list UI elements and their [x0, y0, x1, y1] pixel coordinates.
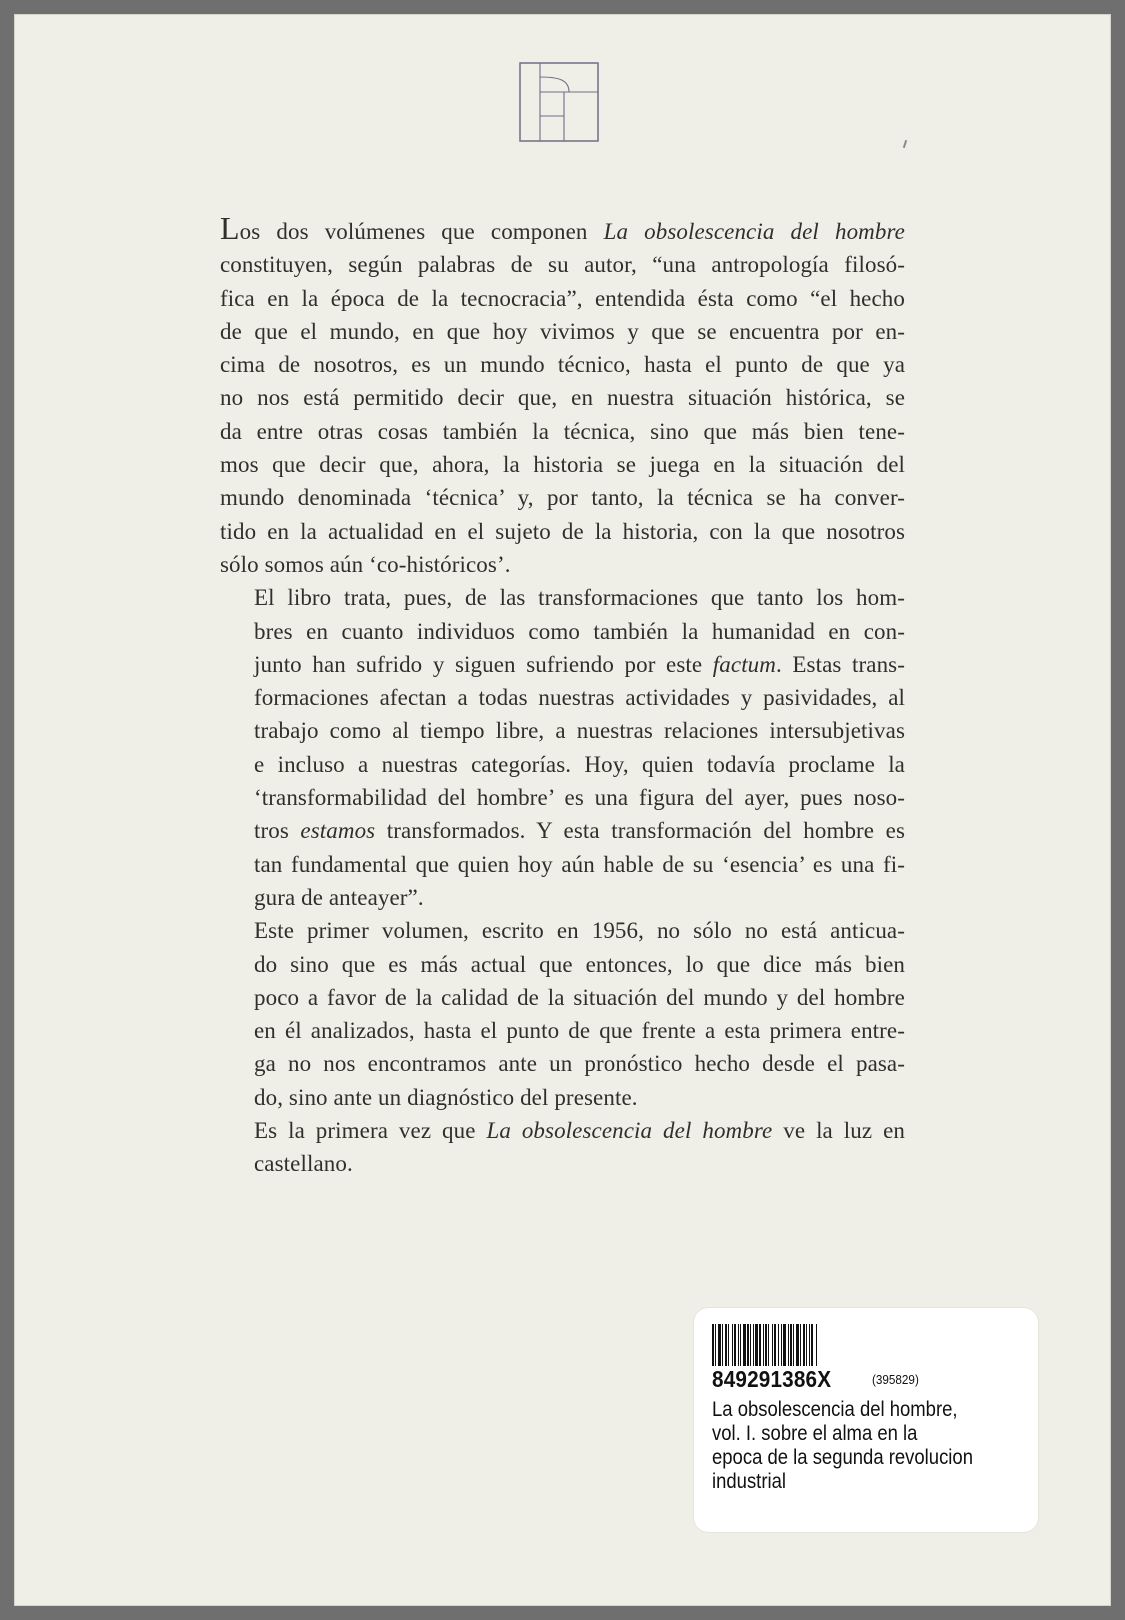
blurb-line: tros estamos transformados. Y esta transformación del hombre es	[254, 818, 905, 844]
blurb-line: poco a favor de la calidad de la situación del mundo y del hombre	[254, 984, 905, 1010]
blurb-line: junto han sufrido y siguen sufriendo por este factum. Estas trans-	[254, 651, 905, 677]
sticker-title-line-2: vol. I. sobre el alma en la	[712, 1422, 918, 1445]
book-title-italic: La obsolescencia del hombre	[603, 219, 905, 244]
blurb-line: bres en cuanto individuos como también la humanidad en con-	[254, 618, 905, 644]
blurb-line: sólo somos aún ‘co-históricos’.	[220, 551, 511, 577]
blurb-line: tan fundamental que quien hoy aún hable de su ‘esencia’ es una fi-	[254, 851, 905, 877]
blurb-line: formaciones afectan a todas nuestras actividades y pasividades, al	[254, 685, 905, 711]
blurb-line: mos que decir que, ahora, la historia se juega en la situación del	[220, 452, 905, 478]
blurb-line: de que el mundo, en que hoy vivimos y que se encuentra por en-	[220, 318, 905, 344]
blurb-line: cima de nosotros, es un mundo técnico, hasta el punto de que ya	[220, 352, 905, 378]
blurb-paragraph-4	[220, 1114, 905, 1181]
book-back-cover	[14, 14, 1111, 1606]
barcode-space	[817, 1324, 819, 1366]
blurb-line: en él analizados, hasta el punto de que frente a esta primera entre-	[254, 1018, 905, 1044]
blurb-line: do sino que es más actual que entonces, lo que dice más bien	[254, 951, 905, 977]
isbn-number: 849291386X	[712, 1366, 832, 1392]
sticker-title-line-3: epoca de la segunda revolucion	[712, 1446, 973, 1469]
blurb-line: tido en la actualidad en el sujeto de la historia, con la que nosotros	[220, 518, 905, 544]
blurb-paragraph-1	[220, 212, 905, 581]
publisher-monogram-icon	[519, 62, 599, 142]
blurb-line: El libro trata, pues, de las transformaciones que tanto los hom-	[254, 585, 905, 611]
drop-cap: L	[220, 210, 240, 246]
sticker-title-line-4: industrial	[712, 1470, 786, 1493]
blurb-line: mundo denominada ‘técnica’ y, por tanto, la técnica se ha conver-	[220, 485, 905, 511]
blurb-line: da entre otras cosas también la técnica, sino que más bien tene-	[220, 418, 905, 444]
blurb-line: trabajo como al tiempo libre, a nuestras relaciones intersubjetivas	[254, 718, 905, 744]
blurb-line: e incluso a nuestras categorías. Hoy, quien todavía proclame la	[254, 751, 905, 777]
sticker-title	[712, 1398, 985, 1494]
blurb-line: constituyen, según palabras de su autor, “una antropología filosó-	[220, 252, 905, 278]
blurb-line: do, sino ante un diagnóstico del presente.	[254, 1084, 638, 1110]
blurb-line: castellano.	[254, 1151, 353, 1177]
blurb-line: no nos está permitido decir que, en nuestra situación histórica, se	[220, 385, 905, 411]
blurb-line: fica en la época de la tecnocracia”, entendida ésta como “el hecho	[220, 285, 905, 311]
blurb-paragraph-2	[220, 581, 905, 914]
blurb-paragraph-3	[220, 914, 905, 1114]
paper-speck	[903, 140, 907, 148]
italic-word: estamos	[300, 818, 376, 844]
blurb-line: gura de anteayer”.	[254, 884, 424, 910]
reference-number: (395829)	[872, 1372, 919, 1387]
barcode	[712, 1324, 962, 1366]
back-cover-blurb	[220, 212, 905, 1181]
barcode-sticker	[694, 1308, 1038, 1532]
blurb-line: ‘transformabilidad del hombre’ es una figura del ayer, pues noso-	[254, 785, 905, 811]
blurb-line: Los dos volúmenes que componen La obsolescencia del hombre	[220, 210, 905, 246]
italic-word: factum	[712, 651, 776, 677]
blurb-line: Es la primera vez que La obsolescencia del hombre ve la luz en	[254, 1118, 905, 1144]
book-title-italic: La obsolescencia del hombre	[486, 1118, 773, 1144]
blurb-line: Este primer volumen, escrito en 1956, no sólo no está anticua-	[254, 918, 905, 944]
blurb-line: ga no nos encontramos ante un pronóstico hecho desde el pasa-	[254, 1051, 905, 1077]
sticker-title-line-1: La obsolescencia del hombre,	[712, 1398, 958, 1421]
